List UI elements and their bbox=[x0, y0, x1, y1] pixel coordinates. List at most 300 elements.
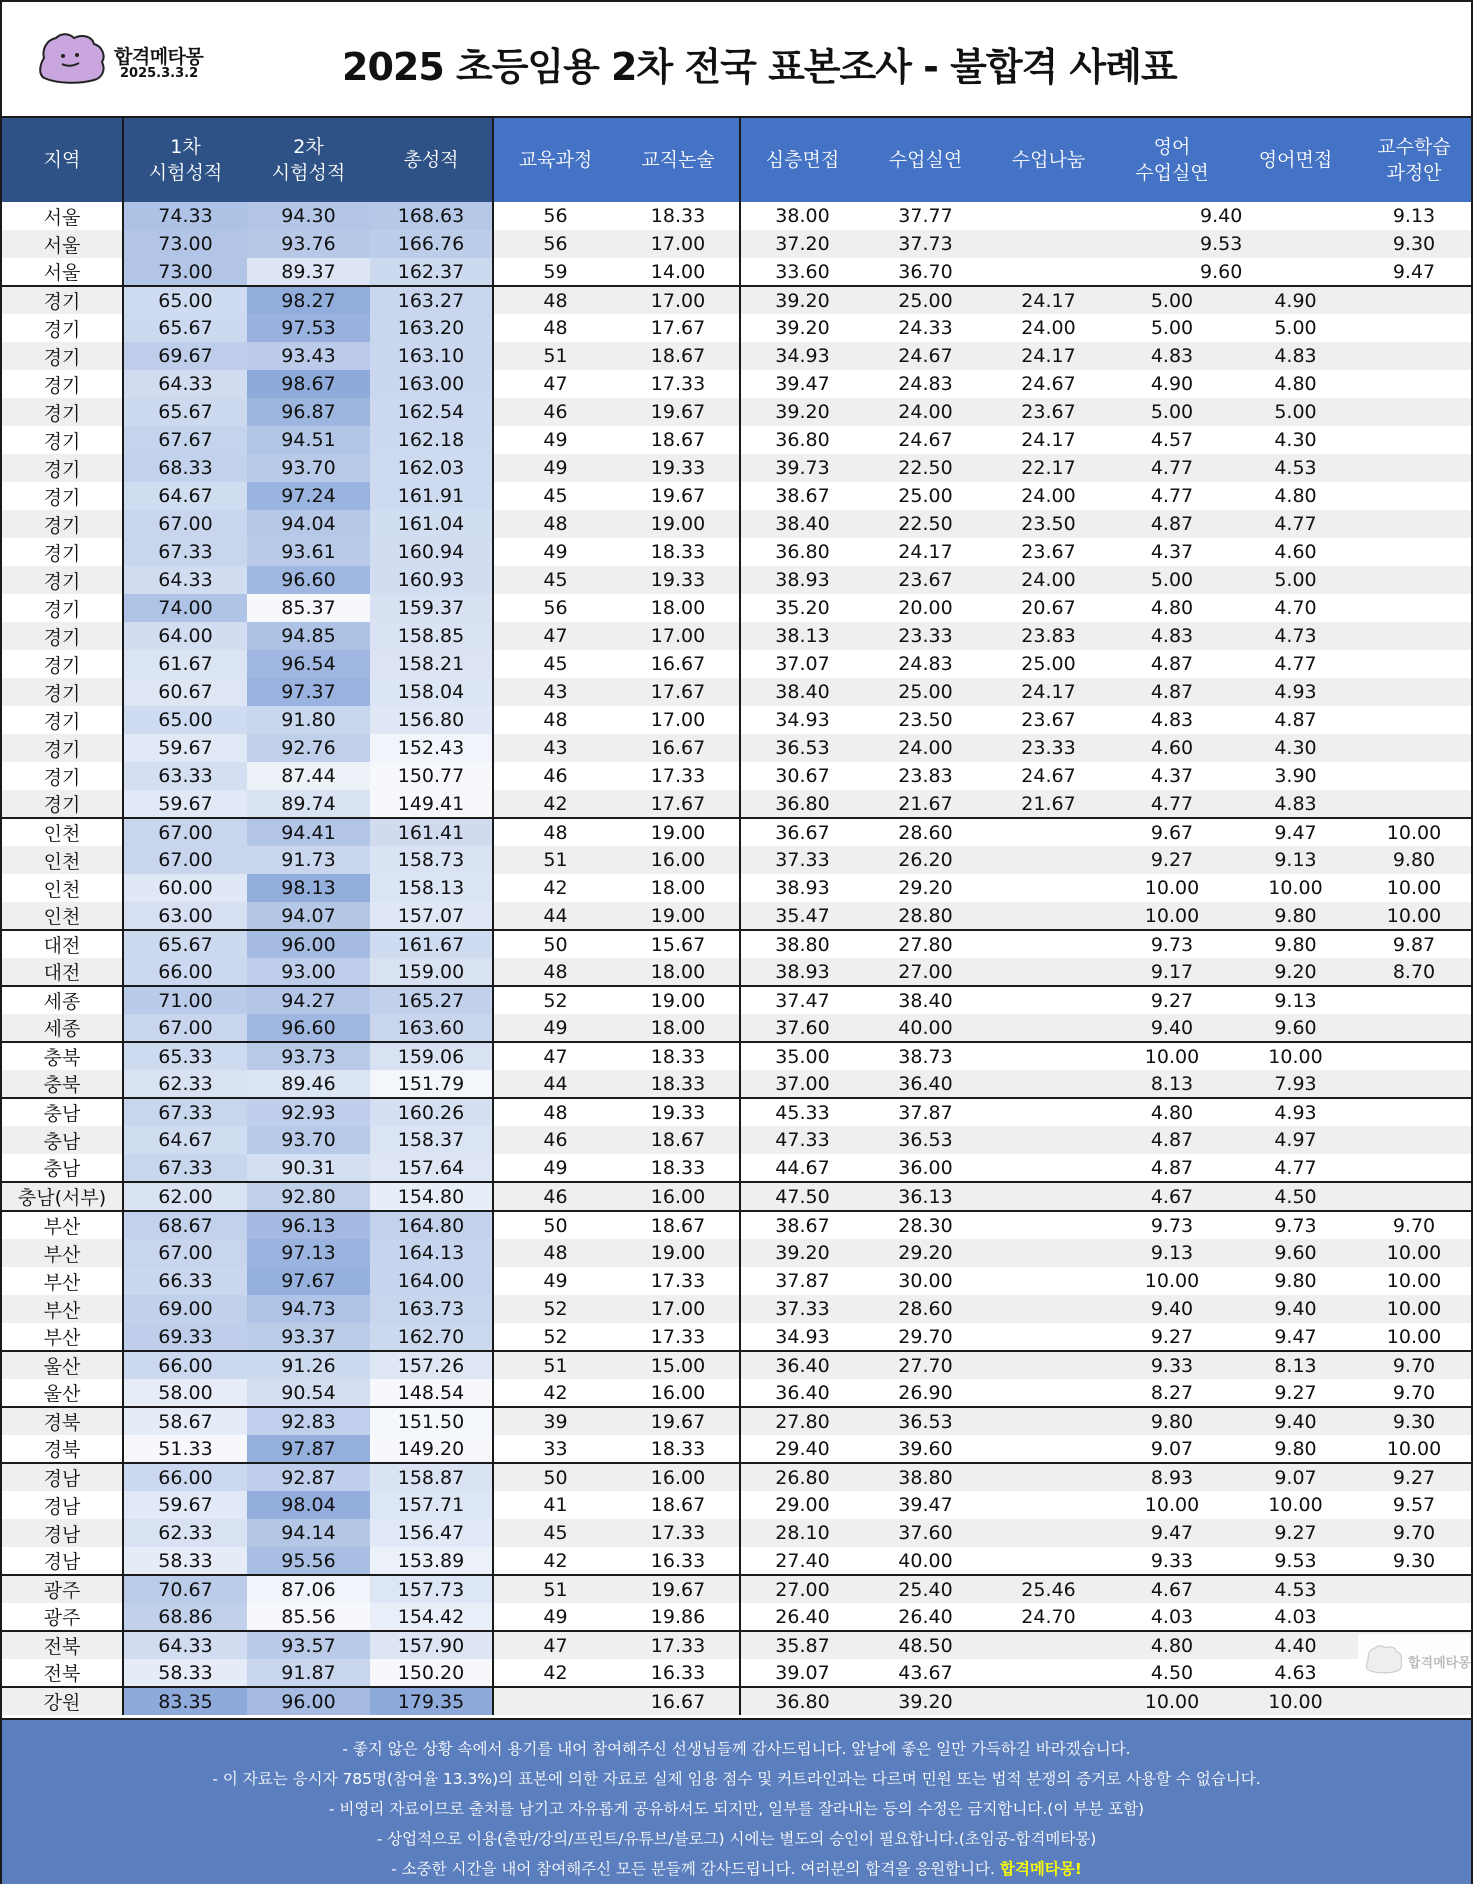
cell-total: 163.60 bbox=[370, 1014, 493, 1042]
cell-second: 95.56 bbox=[247, 1547, 370, 1575]
cell-essay: 18.67 bbox=[617, 342, 740, 370]
cell-first: 62.33 bbox=[123, 1070, 247, 1098]
cell-eng-interview: 3.90 bbox=[1234, 762, 1357, 790]
cell-eng-interview: 9.73 bbox=[1234, 1211, 1357, 1239]
cell-curriculum: 50 bbox=[493, 1463, 617, 1491]
cell-total: 157.07 bbox=[370, 902, 493, 930]
cell-sharing: 23.67 bbox=[987, 398, 1110, 426]
cell-curriculum: 39 bbox=[493, 1407, 617, 1435]
cell-first: 74.33 bbox=[123, 202, 247, 230]
table-row bbox=[2, 1323, 1471, 1351]
cell-eng-lesson: 9.40 bbox=[1110, 1295, 1234, 1323]
table-row bbox=[2, 1098, 1471, 1126]
cell-region: 광주 bbox=[2, 1603, 123, 1631]
cell-sharing bbox=[987, 930, 1110, 958]
table-row bbox=[2, 1070, 1471, 1098]
cell-eng-interview: 5.00 bbox=[1234, 314, 1357, 342]
cell-interview: 38.00 bbox=[740, 202, 864, 230]
cell-total: 162.70 bbox=[370, 1323, 493, 1351]
cell-first: 74.00 bbox=[123, 594, 247, 622]
cell-interview: 34.93 bbox=[740, 1323, 864, 1351]
cell-curriculum: 49 bbox=[493, 426, 617, 454]
cell-sharing bbox=[987, 1211, 1110, 1239]
cell-curriculum: 41 bbox=[493, 1491, 617, 1519]
cell-eng-interview: 9.80 bbox=[1234, 1267, 1357, 1295]
cell-eng-interview: 4.93 bbox=[1234, 1098, 1357, 1126]
cell-eng-interview: 9.80 bbox=[1234, 1435, 1357, 1463]
table-row bbox=[2, 1014, 1471, 1042]
cell-interview: 36.80 bbox=[740, 1687, 864, 1715]
cell-sharing bbox=[987, 1519, 1110, 1547]
cell-essay: 16.67 bbox=[617, 1687, 740, 1715]
cell-region: 경기 bbox=[2, 482, 123, 510]
cell-eng-lesson: 9.40 bbox=[1110, 1014, 1234, 1042]
cell-second: 98.13 bbox=[247, 874, 370, 902]
cell-second: 92.80 bbox=[247, 1182, 370, 1211]
cell-eng-interview: 4.93 bbox=[1234, 678, 1357, 706]
cell-eng-lesson: 10.00 bbox=[1110, 1687, 1234, 1715]
cell-curriculum: 47 bbox=[493, 1042, 617, 1070]
cell-region: 충북 bbox=[2, 1070, 123, 1098]
cell-essay: 18.00 bbox=[617, 1014, 740, 1042]
cell-lesson: 38.80 bbox=[864, 1463, 987, 1491]
cell-curriculum: 44 bbox=[493, 1070, 617, 1098]
cell-sharing bbox=[987, 1407, 1110, 1435]
cell-first: 66.00 bbox=[123, 958, 247, 986]
cell-interview: 47.50 bbox=[740, 1182, 864, 1211]
cell-region: 부산 bbox=[2, 1267, 123, 1295]
cell-eng-lesson: 5.00 bbox=[1110, 286, 1234, 314]
cell-plan: 9.70 bbox=[1357, 1379, 1471, 1407]
cell-sharing bbox=[987, 1042, 1110, 1070]
cell-curriculum: 45 bbox=[493, 482, 617, 510]
cell-total: 157.73 bbox=[370, 1575, 493, 1603]
results-table-wrap bbox=[2, 118, 1471, 1715]
cell-sharing bbox=[987, 1295, 1110, 1323]
cell-sharing bbox=[987, 874, 1110, 902]
cell-total: 159.06 bbox=[370, 1042, 493, 1070]
cell-plan: 10.00 bbox=[1357, 1267, 1471, 1295]
cell-essay: 17.00 bbox=[617, 230, 740, 258]
cell-eng-interview: 4.83 bbox=[1234, 342, 1357, 370]
cell-eng-interview: 9.13 bbox=[1234, 846, 1357, 874]
cell-interview: 38.67 bbox=[740, 1211, 864, 1239]
cell-second: 85.37 bbox=[247, 594, 370, 622]
cell-region: 대전 bbox=[2, 958, 123, 986]
cell-lesson: 36.40 bbox=[864, 1070, 987, 1098]
cell-second: 94.51 bbox=[247, 426, 370, 454]
cell-curriculum: 43 bbox=[493, 678, 617, 706]
table-row bbox=[2, 258, 1471, 286]
cell-plan bbox=[1357, 622, 1471, 650]
cell-region: 경기 bbox=[2, 314, 123, 342]
cell-curriculum: 48 bbox=[493, 286, 617, 314]
ditto-logo-icon bbox=[36, 28, 108, 84]
cell-essay: 19.33 bbox=[617, 454, 740, 482]
cell-region: 경기 bbox=[2, 398, 123, 426]
cell-region: 경북 bbox=[2, 1435, 123, 1463]
cell-eng-interview: 9.47 bbox=[1234, 818, 1357, 846]
cell-eng-interview: 7.93 bbox=[1234, 1070, 1357, 1098]
cell-total: 148.54 bbox=[370, 1379, 493, 1407]
cell-lesson: 24.33 bbox=[864, 314, 987, 342]
cell-lesson: 36.00 bbox=[864, 1154, 987, 1182]
cell-total: 161.91 bbox=[370, 482, 493, 510]
cell-second: 93.70 bbox=[247, 1126, 370, 1154]
cell-first: 58.33 bbox=[123, 1659, 247, 1687]
cell-lesson: 25.00 bbox=[864, 286, 987, 314]
cell-interview: 39.47 bbox=[740, 370, 864, 398]
col-header-essay: 교직논술 bbox=[617, 118, 740, 202]
cell-eng-lesson: 4.87 bbox=[1110, 1154, 1234, 1182]
cell-interview: 38.80 bbox=[740, 930, 864, 958]
col-header-interview: 심층면접 bbox=[740, 118, 864, 202]
cell-sharing: 24.00 bbox=[987, 566, 1110, 594]
cell-first: 73.00 bbox=[123, 230, 247, 258]
cell-interview: 37.60 bbox=[740, 1014, 864, 1042]
cell-first: 65.33 bbox=[123, 1042, 247, 1070]
cell-second: 93.43 bbox=[247, 342, 370, 370]
cell-region: 경기 bbox=[2, 790, 123, 818]
cell-sharing bbox=[987, 958, 1110, 986]
cell-plan bbox=[1357, 762, 1471, 790]
cell-plan bbox=[1357, 286, 1471, 314]
cell-total: 159.00 bbox=[370, 958, 493, 986]
cell-lesson: 24.67 bbox=[864, 426, 987, 454]
cell-essay: 19.00 bbox=[617, 510, 740, 538]
cell-essay: 19.67 bbox=[617, 482, 740, 510]
cell-first: 63.33 bbox=[123, 762, 247, 790]
cell-essay: 17.33 bbox=[617, 1323, 740, 1351]
cell-sharing: 23.33 bbox=[987, 734, 1110, 762]
cell-total: 158.85 bbox=[370, 622, 493, 650]
table-row bbox=[2, 1126, 1471, 1154]
cell-total: 164.00 bbox=[370, 1267, 493, 1295]
cell-plan bbox=[1357, 314, 1471, 342]
cell-first: 67.00 bbox=[123, 818, 247, 846]
cell-first: 51.33 bbox=[123, 1435, 247, 1463]
cell-lesson: 26.20 bbox=[864, 846, 987, 874]
cell-region: 경기 bbox=[2, 650, 123, 678]
cell-plan bbox=[1357, 1603, 1471, 1631]
cell-lesson: 40.00 bbox=[864, 1014, 987, 1042]
cell-plan: 8.70 bbox=[1357, 958, 1471, 986]
cell-plan: 9.13 bbox=[1357, 202, 1471, 230]
cell-eng-interview: 5.00 bbox=[1234, 566, 1357, 594]
cell-sharing: 24.17 bbox=[987, 426, 1110, 454]
cell-essay: 19.00 bbox=[617, 902, 740, 930]
cell-sharing: 24.70 bbox=[987, 1603, 1110, 1631]
cell-second: 93.37 bbox=[247, 1323, 370, 1351]
cell-sharing bbox=[987, 1491, 1110, 1519]
cell-lesson: 25.40 bbox=[864, 1575, 987, 1603]
cell-lesson: 26.90 bbox=[864, 1379, 987, 1407]
cell-interview: 36.67 bbox=[740, 818, 864, 846]
cell-interview: 35.20 bbox=[740, 594, 864, 622]
cell-eng-lesson: 4.37 bbox=[1110, 538, 1234, 566]
cell-plan: 9.70 bbox=[1357, 1351, 1471, 1379]
cell-sharing: 23.50 bbox=[987, 510, 1110, 538]
cell-interview: 36.80 bbox=[740, 538, 864, 566]
cell-region: 서울 bbox=[2, 230, 123, 258]
cell-eng-lesson: 4.50 bbox=[1110, 1659, 1234, 1687]
cell-essay: 19.00 bbox=[617, 818, 740, 846]
cell-first: 69.67 bbox=[123, 342, 247, 370]
cell-second: 94.85 bbox=[247, 622, 370, 650]
table-row bbox=[2, 1575, 1471, 1603]
cell-interview: 38.40 bbox=[740, 678, 864, 706]
cell-first: 67.33 bbox=[123, 1154, 247, 1182]
cell-sharing: 24.17 bbox=[987, 678, 1110, 706]
cell-eng-interview: 4.90 bbox=[1234, 286, 1357, 314]
table-row bbox=[2, 1351, 1471, 1379]
cell-total: 158.13 bbox=[370, 874, 493, 902]
cell-second: 97.13 bbox=[247, 1239, 370, 1267]
cell-lesson: 27.80 bbox=[864, 930, 987, 958]
header-row bbox=[2, 118, 1471, 202]
cell-second: 98.04 bbox=[247, 1491, 370, 1519]
cell-essay: 18.33 bbox=[617, 538, 740, 566]
cell-total: 154.42 bbox=[370, 1603, 493, 1631]
cell-eng-lesson: 9.33 bbox=[1110, 1547, 1234, 1575]
cell-sharing bbox=[987, 1631, 1110, 1659]
cell-curriculum: 49 bbox=[493, 1267, 617, 1295]
cell-eng-interview: 4.30 bbox=[1234, 426, 1357, 454]
cell-total: 163.20 bbox=[370, 314, 493, 342]
cell-total: 161.41 bbox=[370, 818, 493, 846]
cell-first: 65.67 bbox=[123, 930, 247, 958]
cell-region: 경기 bbox=[2, 286, 123, 314]
cell-first: 67.33 bbox=[123, 1098, 247, 1126]
cell-interview: 39.20 bbox=[740, 398, 864, 426]
cell-eng-lesson: 4.87 bbox=[1110, 678, 1234, 706]
cell-total: 158.73 bbox=[370, 846, 493, 874]
cell-eng-lesson: 10.00 bbox=[1110, 902, 1234, 930]
cell-interview: 29.40 bbox=[740, 1435, 864, 1463]
cell-sharing bbox=[987, 1126, 1110, 1154]
cell-essay: 19.67 bbox=[617, 398, 740, 426]
cell-interview: 38.67 bbox=[740, 482, 864, 510]
cell-region: 강원 bbox=[2, 1687, 123, 1715]
cell-plan: 10.00 bbox=[1357, 818, 1471, 846]
cell-second: 93.61 bbox=[247, 538, 370, 566]
table-row bbox=[2, 1211, 1471, 1239]
cell-eng-interview: 4.83 bbox=[1234, 790, 1357, 818]
cell-lesson: 36.13 bbox=[864, 1182, 987, 1211]
cell-curriculum: 33 bbox=[493, 1435, 617, 1463]
cell-essay: 17.33 bbox=[617, 370, 740, 398]
cell-total: 166.76 bbox=[370, 230, 493, 258]
cell-second: 96.60 bbox=[247, 1014, 370, 1042]
cell-second: 87.44 bbox=[247, 762, 370, 790]
cell-lesson: 29.20 bbox=[864, 1239, 987, 1267]
cell-curriculum: 48 bbox=[493, 1098, 617, 1126]
cell-sharing bbox=[987, 846, 1110, 874]
table-row bbox=[2, 678, 1471, 706]
cell-sharing bbox=[987, 1154, 1110, 1182]
cell-essay: 16.00 bbox=[617, 1182, 740, 1211]
cell-lesson: 24.67 bbox=[864, 342, 987, 370]
cell-curriculum: 49 bbox=[493, 538, 617, 566]
cell-total: 151.79 bbox=[370, 1070, 493, 1098]
col-header-first: 1차 시험성적 bbox=[123, 118, 247, 202]
cell-plan: 9.47 bbox=[1357, 258, 1471, 286]
cell-total: 161.04 bbox=[370, 510, 493, 538]
cell-lesson: 40.00 bbox=[864, 1547, 987, 1575]
table-row bbox=[2, 482, 1471, 510]
cell-first: 58.67 bbox=[123, 1407, 247, 1435]
cell-interview: 36.53 bbox=[740, 734, 864, 762]
cell-second: 94.07 bbox=[247, 902, 370, 930]
cell-region: 경북 bbox=[2, 1407, 123, 1435]
cell-eng-lesson: 4.80 bbox=[1110, 1098, 1234, 1126]
cell-curriculum: 48 bbox=[493, 510, 617, 538]
cell-curriculum: 52 bbox=[493, 1323, 617, 1351]
cell-plan bbox=[1357, 594, 1471, 622]
cell-second: 89.74 bbox=[247, 790, 370, 818]
cell-lesson: 36.53 bbox=[864, 1407, 987, 1435]
col-header-lesson: 수업실연 bbox=[864, 118, 987, 202]
cell-interview: 35.47 bbox=[740, 902, 864, 930]
table-row bbox=[2, 454, 1471, 482]
cell-sharing bbox=[987, 1182, 1110, 1211]
cell-second: 94.41 bbox=[247, 818, 370, 846]
cell-lesson: 38.73 bbox=[864, 1042, 987, 1070]
cell-lesson: 27.00 bbox=[864, 958, 987, 986]
table-row bbox=[2, 986, 1471, 1014]
cell-first: 65.67 bbox=[123, 398, 247, 426]
cell-lesson: 38.40 bbox=[864, 986, 987, 1014]
cell-first: 65.00 bbox=[123, 286, 247, 314]
cell-second: 91.80 bbox=[247, 706, 370, 734]
brand-name: 합격메타몽 bbox=[114, 46, 204, 68]
cell-essay: 18.33 bbox=[617, 1070, 740, 1098]
cell-plan bbox=[1357, 1014, 1471, 1042]
cell-second: 93.73 bbox=[247, 1042, 370, 1070]
cell-eng-interview: 4.40 bbox=[1234, 1631, 1357, 1659]
cell-second: 91.26 bbox=[247, 1351, 370, 1379]
cell-plan bbox=[1357, 1182, 1471, 1211]
cell-interview: 34.93 bbox=[740, 706, 864, 734]
cell-total: 154.80 bbox=[370, 1182, 493, 1211]
table-row bbox=[2, 1659, 1471, 1687]
cell-total: 159.37 bbox=[370, 594, 493, 622]
cell-eng-lesson: 4.60 bbox=[1110, 734, 1234, 762]
cell-eng-interview: 4.50 bbox=[1234, 1182, 1357, 1211]
cell-region: 경남 bbox=[2, 1547, 123, 1575]
cell-eng-lesson: 9.60 bbox=[1110, 258, 1357, 286]
table-row bbox=[2, 958, 1471, 986]
cell-total: 156.47 bbox=[370, 1519, 493, 1547]
cell-eng-interview: 9.13 bbox=[1234, 986, 1357, 1014]
cell-eng-interview: 4.03 bbox=[1234, 1603, 1357, 1631]
cell-lesson: 39.60 bbox=[864, 1435, 987, 1463]
cell-eng-interview: 10.00 bbox=[1234, 1687, 1357, 1715]
cell-eng-lesson: 9.47 bbox=[1110, 1519, 1234, 1547]
cell-eng-interview: 9.53 bbox=[1234, 1547, 1357, 1575]
cell-plan bbox=[1357, 426, 1471, 454]
cell-plan bbox=[1357, 1687, 1471, 1715]
cell-essay: 18.00 bbox=[617, 958, 740, 986]
cell-plan bbox=[1357, 1575, 1471, 1603]
cell-essay: 17.33 bbox=[617, 1519, 740, 1547]
cell-essay: 18.67 bbox=[617, 1491, 740, 1519]
cell-plan bbox=[1357, 482, 1471, 510]
cell-total: 163.10 bbox=[370, 342, 493, 370]
header bbox=[2, 2, 1471, 118]
cell-total: 160.94 bbox=[370, 538, 493, 566]
cell-first: 59.67 bbox=[123, 734, 247, 762]
cell-essay: 17.67 bbox=[617, 678, 740, 706]
cell-essay: 17.00 bbox=[617, 706, 740, 734]
cell-curriculum: 48 bbox=[493, 958, 617, 986]
cell-first: 83.35 bbox=[123, 1687, 247, 1715]
cell-total: 163.27 bbox=[370, 286, 493, 314]
cell-curriculum: 45 bbox=[493, 566, 617, 594]
cell-lesson: 24.83 bbox=[864, 370, 987, 398]
cell-curriculum: 50 bbox=[493, 1211, 617, 1239]
cell-lesson: 29.20 bbox=[864, 874, 987, 902]
cell-eng-lesson: 10.00 bbox=[1110, 1491, 1234, 1519]
cell-eng-lesson: 4.57 bbox=[1110, 426, 1234, 454]
cell-eng-interview: 9.40 bbox=[1234, 1295, 1357, 1323]
table-row bbox=[2, 1687, 1471, 1715]
cell-eng-lesson: 9.73 bbox=[1110, 930, 1234, 958]
cell-plan: 10.00 bbox=[1357, 1239, 1471, 1267]
cell-eng-interview: 9.80 bbox=[1234, 902, 1357, 930]
cell-plan: 10.00 bbox=[1357, 874, 1471, 902]
cell-eng-interview: 4.53 bbox=[1234, 454, 1357, 482]
cell-essay: 18.33 bbox=[617, 1435, 740, 1463]
table-row bbox=[2, 202, 1471, 230]
cell-interview: 30.67 bbox=[740, 762, 864, 790]
cell-curriculum: 48 bbox=[493, 706, 617, 734]
cell-plan bbox=[1357, 706, 1471, 734]
cell-second: 96.00 bbox=[247, 930, 370, 958]
cell-total: 158.87 bbox=[370, 1463, 493, 1491]
cell-first: 64.33 bbox=[123, 370, 247, 398]
cell-plan bbox=[1357, 734, 1471, 762]
cell-total: 164.80 bbox=[370, 1211, 493, 1239]
cell-second: 94.14 bbox=[247, 1519, 370, 1547]
cell-second: 85.56 bbox=[247, 1603, 370, 1631]
cell-essay: 19.67 bbox=[617, 1407, 740, 1435]
cell-total: 162.37 bbox=[370, 258, 493, 286]
table-row bbox=[2, 1491, 1471, 1519]
cell-eng-lesson: 9.17 bbox=[1110, 958, 1234, 986]
cell-essay: 17.00 bbox=[617, 1295, 740, 1323]
cell-essay: 16.00 bbox=[617, 846, 740, 874]
cell-plan bbox=[1357, 790, 1471, 818]
cell-first: 58.33 bbox=[123, 1547, 247, 1575]
cell-curriculum: 47 bbox=[493, 1631, 617, 1659]
cell-essay: 18.67 bbox=[617, 426, 740, 454]
cell-curriculum: 52 bbox=[493, 986, 617, 1014]
cell-eng-lesson: 4.77 bbox=[1110, 790, 1234, 818]
cell-second: 97.67 bbox=[247, 1267, 370, 1295]
cell-interview: 33.60 bbox=[740, 258, 864, 286]
cell-region: 인천 bbox=[2, 846, 123, 874]
cell-sharing bbox=[987, 1014, 1110, 1042]
cell-interview: 38.93 bbox=[740, 566, 864, 594]
cell-lesson: 23.67 bbox=[864, 566, 987, 594]
cell-essay: 17.00 bbox=[617, 286, 740, 314]
cell-curriculum: 47 bbox=[493, 370, 617, 398]
cell-region: 경기 bbox=[2, 762, 123, 790]
footer-line: - 비영리 자료이므로 출처를 남기고 자유롭게 공유하셔도 되지만, 일부를 잘라내는 등의 수정은 금지합니다.(이 부분 포함) bbox=[328, 1800, 1145, 1818]
table-row bbox=[2, 1182, 1471, 1211]
cell-curriculum: 46 bbox=[493, 1182, 617, 1211]
